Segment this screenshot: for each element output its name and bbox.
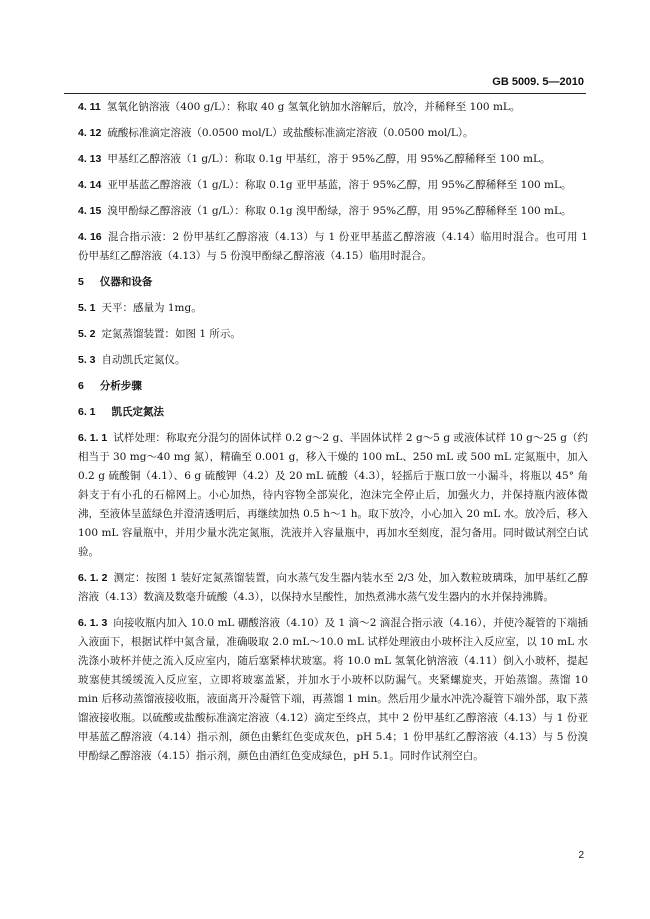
clause-text: 定氮蒸馏装置：如图 1 所示。 — [101, 328, 241, 340]
clause-number: 4. 12 — [78, 127, 102, 139]
clause-number: 4. 16 — [78, 231, 102, 243]
section-heading — [78, 403, 588, 422]
clause-number: 5. 2 — [78, 328, 96, 340]
clause-number: 5. 1 — [78, 302, 96, 314]
clause-text: 测定：按图 1 装好定氮蒸馏装置，向水蒸气发生器内装水至 2/3 处，加入数粒玻璃珠，加甲基红乙醇溶液（4.13）数滴及数毫升硫酸（4.3），以保持水呈酸性，加热煮沸水蒸气发生器内的水并保持沸腾。 — [78, 572, 588, 603]
clause-text: 硫酸标准滴定溶液（0.0500 mol/L）或盐酸标准滴定溶液（0.0500 mol/L）。 — [107, 127, 474, 139]
clause-text: 试样处理：称取充分混匀的固体试样 0.2 g～2 g、半固体试样 2 g～5 g 或液体试样 10 g～25 g（约相当于 30 mg～40 mg 氮），精确至 0.001 g，移入干燥的 100 mL、250 mL 或 500 mL 定氮瓶中，加入 0.2 g 硫酸铜（4.1）、6 g 硫酸钾（4.2）及 20 mL 硫酸（4.3），轻摇后于瓶口放一小漏斗，将瓶以 45° 角斜支于有小孔的石棉网上。小心加热，待内容物全部炭化，泡沫完全停止后，加强火力，并保持瓶内液体微沸，至液体呈蓝绿色并澄清透明后，再继续加热 0.5 h～1 h。取下放冷，小心加入 20 mL 水。放冷后，移入 100 mL 容量瓶中，并用少量水洗定氮瓶，洗液并入容量瓶中，再加水至刻度，混匀备用。同时做试剂空白试验。 — [78, 432, 588, 558]
clause-number: 4. 11 — [78, 101, 101, 113]
clause-paragraph — [78, 429, 588, 562]
clause-text: 溴甲酚绿乙醇溶液（1 g/L）：称取 0.1g 溴甲酚绿，溶于 95%乙醇，用 95%乙醇稀释至 100 mL。 — [107, 205, 572, 217]
clause-text: 分析步骤 — [99, 380, 142, 392]
clause-number: 4. 13 — [78, 153, 102, 165]
clause-number: 6. 1. 1 — [78, 432, 108, 444]
section-heading — [78, 377, 588, 396]
clause-paragraph — [78, 150, 588, 169]
clause-number: 4. 14 — [78, 179, 102, 191]
clause-text: 天平：感量为 1mg。 — [101, 302, 202, 314]
clause-paragraph — [78, 124, 588, 143]
clause-paragraph — [78, 98, 588, 117]
clause-paragraph — [78, 299, 588, 318]
page-number: 2 — [578, 850, 584, 861]
clause-number: 6 — [78, 380, 84, 392]
clause-number: 6. 1. 2 — [78, 572, 108, 584]
clause-number: 6. 1. 3 — [78, 617, 108, 629]
document-body — [78, 98, 588, 773]
clause-paragraph — [78, 569, 588, 607]
clause-paragraph — [78, 325, 588, 344]
clause-paragraph — [78, 228, 588, 266]
clause-paragraph — [78, 202, 588, 221]
clause-text: 甲基红乙醇溶液（1 g/L）：称取 0.1g 甲基红，溶于 95%乙醇，用 95%乙醇稀释至 100 mL。 — [107, 153, 551, 165]
clause-text: 向接收瓶内加入 10.0 mL 硼酸溶液（4.10）及 1 滴～2 滴混合指示液（4.16），并使冷凝管的下端插入液面下，根据试样中氮含量，准确吸取 2.0 mL～10.0 mL 试样处理液由小玻杯注入反应室，以 10 mL 水洗涤小玻杯并使之流入反应室内，随后塞紧棒状玻塞。将 10.0 mL 氢氧化钠溶液（4.11）倒入小玻杯，提起玻塞使其缓缓流入反应室，立即将玻塞盖紧，并加水于小玻杯以防漏气。夹紧螺旋夹，开始蒸馏。蒸馏 10 min 后移动蒸馏液接收瓶，液面离开冷凝管下端，再蒸馏 1 min。然后用少量水冲洗冷凝管下端外部，取下蒸馏液接收瓶。以硫酸或盐酸标准滴定溶液（4.12）滴定至终点，其中 2 份甲基红乙醇溶液（4.13）与 1 份亚甲基蓝乙醇溶液（4.14）指示剂，颜色由紫红色变成灰色，pH 5.4；1 份甲基红乙醇溶液（4.13）与 5 份溴甲酚绿乙醇溶液（4.15）指示剂，颜色由酒红色变成绿色，pH 5.1。同时作试剂空白。 — [78, 617, 588, 762]
clause-number: 5. 3 — [78, 354, 96, 366]
clause-paragraph — [78, 351, 588, 370]
clause-text: 混合指示液：2 份甲基红乙醇溶液（4.13）与 1 份亚甲基蓝乙醇溶液（4.14）临用时混合。也可用 1 份甲基红乙醇溶液（4.13）与 5 份溴甲酚绿乙醇溶液（4.15）临用时混合。 — [78, 231, 588, 262]
clause-paragraph — [78, 614, 588, 766]
clause-text: 亚甲基蓝乙醇溶液（1 g/L）：称取 0.1g 亚甲基蓝，溶于 95%乙醇，用 95%乙醇稀释至 100 mL。 — [107, 179, 572, 191]
header-rule — [64, 93, 586, 94]
clause-number: 6. 1 — [78, 406, 96, 418]
standard-code-header: GB 5009. 5—2010 — [492, 76, 584, 88]
section-heading — [78, 273, 588, 292]
clause-number: 4. 15 — [78, 205, 102, 217]
clause-text: 仪器和设备 — [99, 276, 153, 288]
clause-text: 凯氏定氮法 — [111, 406, 165, 418]
clause-number: 5 — [78, 276, 84, 288]
clause-paragraph — [78, 176, 588, 195]
clause-text: 氢氧化钠溶液（400 g/L）：称取 40 g 氢氧化钠加水溶解后，放冷，并稀释至 100 mL。 — [106, 101, 521, 113]
clause-text: 自动凯氏定氮仪。 — [101, 354, 186, 366]
